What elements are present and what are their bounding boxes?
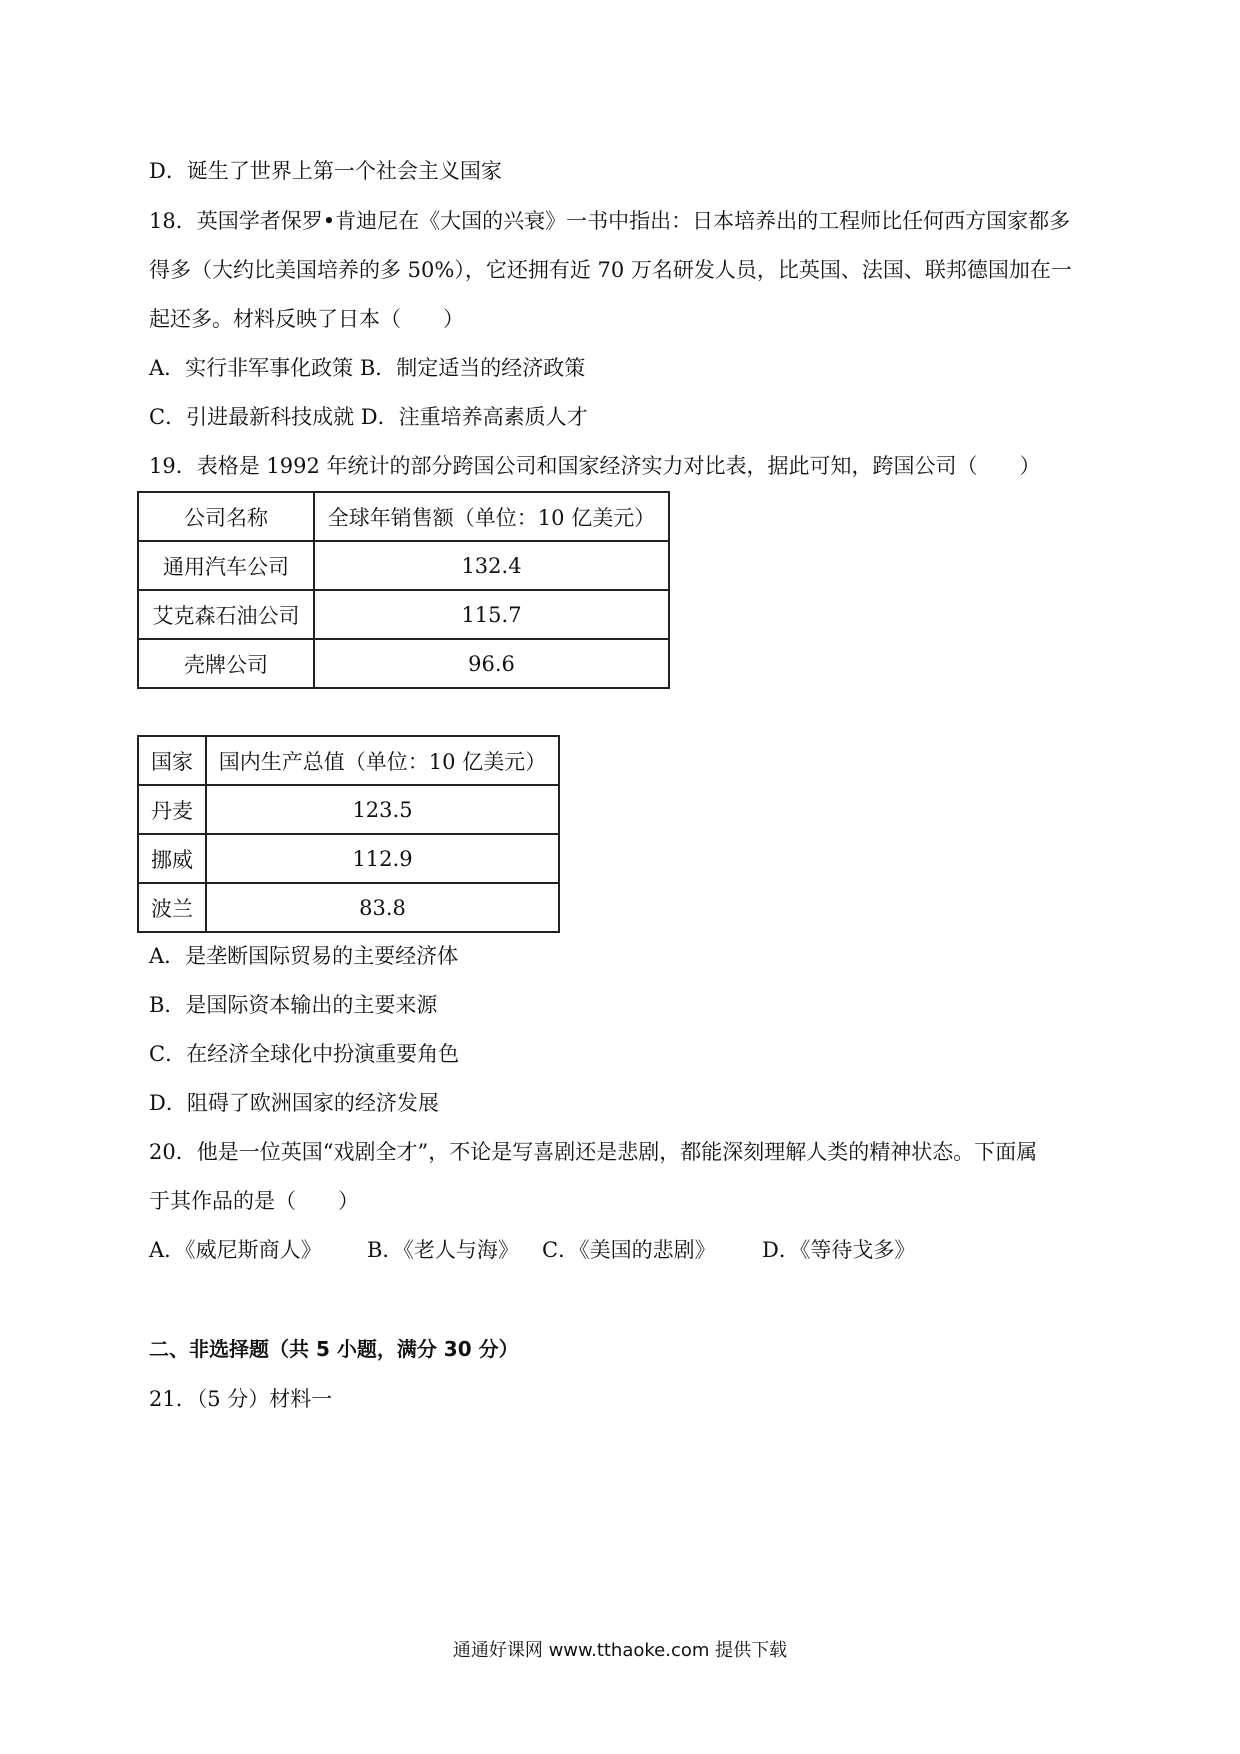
q18-stem-line3: 起还多。材料反映了日本（ ）	[149, 307, 464, 331]
header-global-sales: 全球年销售额（单位：10 亿美元）	[314, 492, 669, 541]
table-header-row	[138, 736, 559, 785]
company-cell: 壳牌公司	[138, 639, 314, 688]
q18-stem-line2: 得多（大约比美国培养的多 50%），它还拥有近 70 万名研发人员，比英国、法国、联邦德国加在一	[149, 258, 1072, 282]
q19-option-c: C．在经济全球化中扮演重要角色	[149, 1042, 460, 1066]
table-row	[138, 883, 559, 932]
q19-option-b: B．是国际资本输出的主要来源	[149, 993, 438, 1017]
q20-option-d: D．《等待戈多》	[762, 1238, 916, 1262]
company-cell: 艾克森石油公司	[138, 590, 314, 639]
q18-options-ab: A．实行非军事化政策 B．制定适当的经济政策	[149, 356, 586, 380]
gdp-cell: 83.8	[206, 883, 559, 932]
country-cell: 波兰	[138, 883, 206, 932]
header-company-name: 公司名称	[138, 492, 314, 541]
company-sales-table	[137, 491, 670, 689]
section-title: 二、非选择题（共 5 小题，满分 30 分）	[149, 1337, 519, 1361]
q20-options	[149, 1236, 915, 1264]
q19-option-a: A．是垄断国际贸易的主要经济体	[149, 944, 459, 968]
q20-option-a: A．《威尼斯商人》	[149, 1238, 322, 1262]
country-gdp-table	[137, 735, 560, 933]
table-row	[138, 639, 669, 688]
sales-cell: 96.6	[314, 639, 669, 688]
table-row	[138, 590, 669, 639]
company-cell: 通用汽车公司	[138, 541, 314, 590]
table-row	[138, 541, 669, 590]
q17-option-d: D．诞生了世界上第一个社会主义国家	[149, 159, 502, 183]
q20-option-b: B．《老人与海》	[367, 1238, 519, 1262]
header-gdp: 国内生产总值（单位：10 亿美元）	[206, 736, 559, 785]
q20-option-c: C．《美国的悲剧》	[542, 1238, 716, 1262]
q19-stem: 19．表格是 1992 年统计的部分跨国公司和国家经济实力对比表，据此可知，跨国公司（ ）	[149, 454, 1041, 478]
q18-stem-line1: 18．英国学者保罗•肯迪尼在《大国的兴衰》一书中指出：日本培养出的工程师比任何西方国家都多	[149, 209, 1071, 233]
q19-option-d: D．阻碍了欧洲国家的经济发展	[149, 1091, 439, 1115]
q18-options-cd: C．引进最新科技成就 D．注重培养高素质人才	[149, 405, 588, 429]
sales-cell: 132.4	[314, 541, 669, 590]
header-country: 国家	[138, 736, 206, 785]
sales-cell: 115.7	[314, 590, 669, 639]
q21-stem: 21．（5 分）材料一	[149, 1387, 333, 1411]
gdp-cell: 123.5	[206, 785, 559, 834]
q20-stem-line2: 于其作品的是（ ）	[149, 1189, 359, 1213]
q20-stem-line1: 20．他是一位英国“戏剧全才”，不论是写喜剧还是悲剧，都能深刻理解人类的精神状态。下面属	[149, 1140, 1038, 1164]
table-header-row	[138, 492, 669, 541]
country-cell: 挪威	[138, 834, 206, 883]
gdp-cell: 112.9	[206, 834, 559, 883]
page-footer: 通通好课网 www.tthaoke.com 提供下载	[452, 1640, 788, 1661]
table-row	[138, 834, 559, 883]
table-row	[138, 785, 559, 834]
country-cell: 丹麦	[138, 785, 206, 834]
